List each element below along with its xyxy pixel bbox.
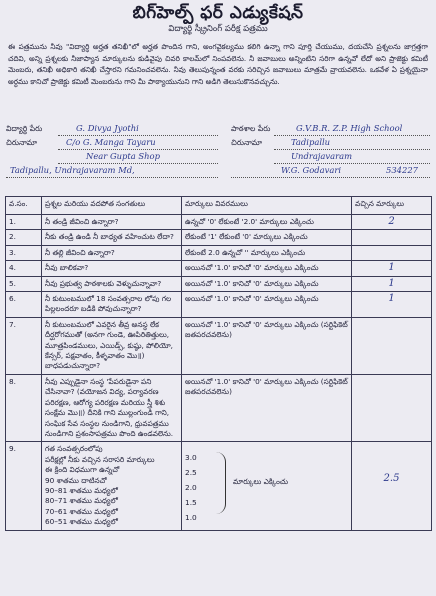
table-row bbox=[6, 292, 432, 318]
row-marks-cell[interactable] bbox=[352, 230, 432, 245]
row-marks-cell[interactable] bbox=[352, 261, 432, 276]
row-marks-cell[interactable] bbox=[352, 276, 432, 291]
row-question: నీ తండ్రి జీవించి ఉన్నారా? bbox=[42, 215, 182, 230]
pincode-value[interactable]: 534227 bbox=[386, 165, 418, 175]
address-value-2[interactable]: Near Gupta Shop bbox=[86, 151, 160, 161]
form-subtitle: విద్యార్థి స్క్రీనింగ్ పరీక్ష పత్రము bbox=[168, 24, 268, 34]
row-question: నీవు బాలికవా? bbox=[42, 261, 182, 276]
school-label: పాఠశాల పేరు bbox=[231, 124, 271, 133]
row-marks-rule: ఉన్నచో '0' లేకుంటే '2.0' మార్కులు ఎక్కించు bbox=[182, 215, 352, 230]
row-marks-cell[interactable] bbox=[352, 215, 432, 230]
student-details bbox=[6, 124, 430, 180]
row-marks-value: 1 bbox=[388, 277, 395, 289]
table-header-row bbox=[6, 197, 432, 215]
grade-score: 3.0 bbox=[185, 453, 197, 463]
row-serial: 2. bbox=[6, 230, 42, 245]
row-serial: 5. bbox=[6, 276, 42, 291]
row-marks-rule bbox=[182, 442, 352, 530]
grade-marks-instruction: మార్కులు ఎక్కించు bbox=[233, 477, 289, 487]
header-marks-details: మార్కులు వివరములు bbox=[182, 197, 352, 215]
row-question: నీ కుటుంబములో 18 సంవత్సరాల లోపు గల పిల్లలందరూ బడికి పోవుచున్నారా? bbox=[42, 292, 182, 318]
grade-scores bbox=[185, 450, 197, 525]
row-marks-value: 1 bbox=[388, 262, 395, 274]
address-line-1 bbox=[58, 149, 218, 150]
header-serial: వ.సం. bbox=[6, 197, 42, 215]
row-marks-rule: అయినచో '1.0' కానిచో '0' మార్కులు ఎక్కించు (సర్టిఫికెట్ జతపరచవలెను) bbox=[182, 374, 352, 441]
row-marks-value: 2 bbox=[388, 216, 395, 227]
row-marks-cell[interactable] bbox=[352, 374, 432, 441]
address-value-3[interactable]: Tadipallu, Undrajavaram Md, bbox=[10, 165, 135, 175]
grades-subtitle: పరీక్షల్లో నీకు వచ్చిన సరాసరి మార్కులు bbox=[45, 454, 155, 464]
row-marks-value: 1 bbox=[388, 293, 395, 305]
school-address-line-3 bbox=[231, 177, 430, 178]
row-marks-rule: లేకుంటే 2.0 ఉన్నచో '' మార్కులు ఎక్కించు bbox=[182, 245, 352, 260]
row-question: నీవు ఎప్పుడైనా సంస్థ 'పేపరుడైనా పని చేసినావా? (వయోజన విద్య, పర్యావరణ పరిరక్షణ, ఆరోగ్య పరిరక్షణ మరియు స్త్రీ శిశు సంక్షేమ మొ॥) దీనికి గాని ముల్లంగుండి గాని, సంఘిక సేవ సంస్థల నుండిగాని, ధ్రువపత్రము నుండిగాని ప్రశంసాపత్రము పొంది ఉండవలెను. bbox=[42, 374, 182, 441]
table-row-grades bbox=[6, 442, 432, 530]
header-question: ప్రశ్నల మరియు వదపోత సంగతులు bbox=[42, 197, 182, 215]
row-serial: 4. bbox=[6, 261, 42, 276]
school-address-value-3[interactable]: W.G. Godavari bbox=[281, 165, 342, 175]
table-row bbox=[6, 261, 432, 276]
grade-band: 90–81 శాతము మధ్యలో bbox=[45, 485, 118, 495]
address-line-2 bbox=[58, 163, 218, 164]
school-line bbox=[274, 135, 430, 136]
name-value[interactable]: G. Divya Jyothi bbox=[76, 123, 139, 133]
name-line bbox=[58, 135, 218, 136]
row-marks-rule: అయినచో '1.0' కానిచో '0' మార్కులు ఎక్కించు (సర్టిఫికెట్ జతపరచవలెను) bbox=[182, 317, 352, 374]
table-row bbox=[6, 245, 432, 260]
row-marks-cell[interactable] bbox=[352, 317, 432, 374]
name-label: విద్యార్థి పేరు bbox=[6, 124, 43, 133]
row-question: నీ తల్లి జీవించి ఉన్నారా? bbox=[42, 245, 182, 260]
row-marks-rule: లేకుంటే '1' లేకుంటే '0' మార్కులు ఎక్కించు bbox=[182, 230, 352, 245]
row-question: నీవు ప్రభుత్వ పాఠశాలకు వెళ్ళుచున్నావా? bbox=[42, 276, 182, 291]
row-marks-cell[interactable] bbox=[352, 245, 432, 260]
row-question: నీ కుటుంబములో ఎవరైన తీవ్ర అనస్థ లేక దీర్ఘరోగముతో (అనగా గుండె, ఊపిరితిత్తులు, మూత్రపిండములు, ఎయిడ్స్, కుష్ఠు, పోలియో, కేన్సర్, పక్షవాతం, కీళ్ళవాతం మొ॥) బాధపడుచున్నారా? bbox=[42, 317, 182, 374]
row-serial: 8. bbox=[6, 374, 42, 441]
address-line-3 bbox=[6, 177, 218, 178]
row-question: నీకు తండ్రి ఉండి నీ బాధ్యత వహించుట లేదా? bbox=[42, 230, 182, 245]
grades-title: గత సంవత్సరంలోపు bbox=[45, 444, 103, 454]
table-row bbox=[6, 230, 432, 245]
grade-score: 1.5 bbox=[185, 498, 197, 508]
grade-band: 90 శాతము దాటినచో bbox=[45, 475, 107, 485]
table-row bbox=[6, 215, 432, 230]
row-marks-rule: అయినచో '1.0' కానిచో '0' మార్కులు ఎక్కించు bbox=[182, 261, 352, 276]
grade-band: 60–51 శాతము మధ్యలో bbox=[45, 517, 118, 527]
row-serial: 7. bbox=[6, 317, 42, 374]
row-marks-cell[interactable] bbox=[352, 292, 432, 318]
table-row bbox=[6, 374, 432, 441]
form-title: బిగ్‌హెల్ప్ ఫర్ ఎడ్యుకేషన్ bbox=[132, 3, 304, 23]
grade-band: 70–61 శాతము మధ్యలో bbox=[45, 506, 118, 516]
address-label: చిరునామా bbox=[6, 138, 38, 147]
row-marks-rule: అయినచో '1.0' కానిచో '0' మార్కులు ఎక్కించు bbox=[182, 276, 352, 291]
row-marks-value: 2.5 bbox=[383, 473, 400, 485]
screening-table bbox=[5, 196, 432, 531]
grades-hint: ఈ క్రింది విధముగా ఉన్నచో bbox=[45, 465, 120, 475]
row-serial: 9. bbox=[6, 442, 42, 530]
grade-score: 2.0 bbox=[185, 483, 197, 493]
grade-score: 1.0 bbox=[185, 513, 197, 523]
row-marks-cell[interactable] bbox=[352, 442, 432, 530]
row-question bbox=[42, 442, 182, 530]
row-serial: 6. bbox=[6, 292, 42, 318]
grade-band: 80–71 శాతము మధ్యలో bbox=[45, 496, 118, 506]
address-value-1[interactable]: C/o G. Manga Tayaru bbox=[66, 137, 156, 147]
school-value[interactable]: G.V.B.R. Z.P. High School bbox=[296, 123, 403, 133]
header-marks-obtained: వచ్చిన మార్కులు bbox=[352, 197, 432, 215]
table-row bbox=[6, 317, 432, 374]
table-row bbox=[6, 276, 432, 291]
instructions-paragraph: ఈ పత్రమును నీవు "విద్యార్థి అర్హత తనిఖీ"లో అర్హత పొందిన గాని, అంగవైకల్యము కలిగి ఉన్నా గాని పూర్తి చేయుము, దయచేసి ప్రశ్నలను జాగ్రత్తగా చదివి, అన్ని ప్రశ్నలకు నీజాప్యాన మార్కులను కుడివైపు చివరి కాలమ్‌లో నింపవలెను. నీ జవాబులు అన్నింటిని సరిగా ఉన్నవో లేదో అని ప్రాజెక్టు కమిటీ మెంబరు, తనిఖీ అధికారి తనిఖీ చేస్తారని గమనించవలెను. నీవు తెలుపున్నంత వరకు సరిచ్చిన జవాబులు మాత్రమే వ్రాయవలెను. ఒకవేళ ఏ ప్రశ్నయైనా అర్థము కానిచో ప్రాజెక్టు కమిటీ మెంబరును గాని మీ పాఠ్యాయునుని గాని అడిగి తెలుసుకొనవచ్చును. bbox=[8, 42, 428, 86]
row-serial: 1. bbox=[6, 215, 42, 230]
row-serial: 3. bbox=[6, 245, 42, 260]
school-address-value-1[interactable]: Tadipallu bbox=[291, 137, 331, 147]
curly-brace-icon bbox=[215, 452, 226, 514]
grade-score-group bbox=[185, 444, 348, 524]
school-address-line-2 bbox=[274, 163, 430, 164]
school-address-label: చిరునామా bbox=[231, 138, 263, 147]
school-address-value-2[interactable]: Undrajavaram bbox=[291, 151, 353, 161]
school-address-line-1 bbox=[274, 149, 430, 150]
grade-score: 2.5 bbox=[185, 468, 197, 478]
row-marks-rule: అయినచో '1.0' కానిచో '0' మార్కులు ఎక్కించు bbox=[182, 292, 352, 318]
